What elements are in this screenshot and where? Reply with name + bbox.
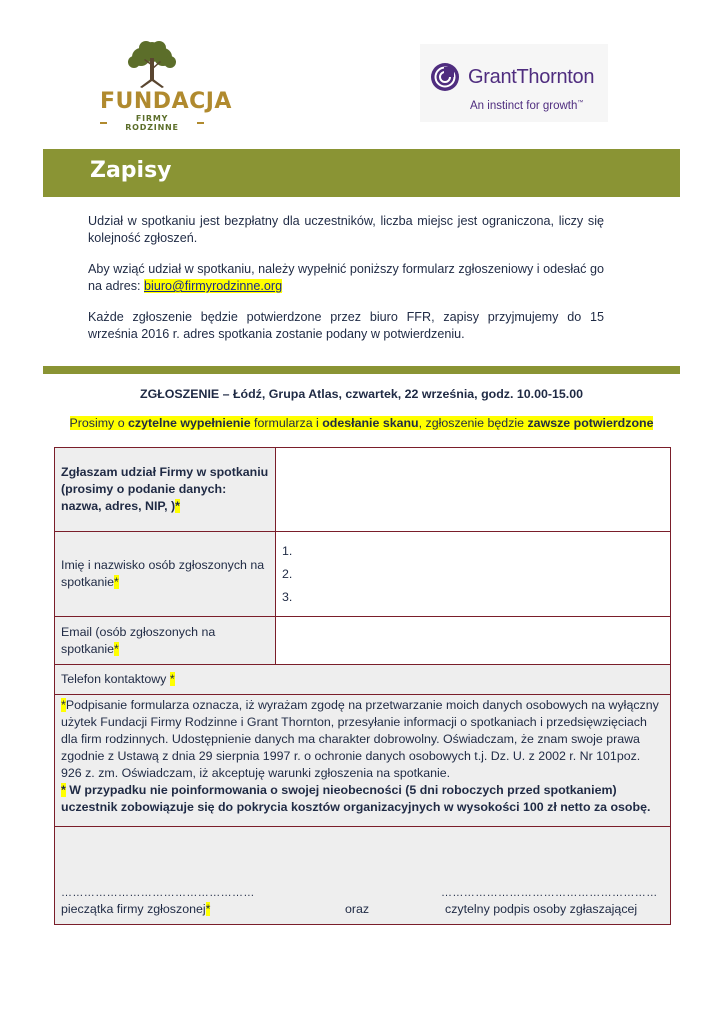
phone-required-mark: * <box>169 672 175 686</box>
company-label-cell <box>55 448 276 532</box>
fundacja-logo-name: FUNDACJA <box>100 89 232 114</box>
notice-part-e: , zgłoszenie będzie <box>418 416 528 430</box>
grant-thornton-tagline: An instinct for growth <box>470 100 578 112</box>
person-line-2[interactable]: 2. <box>282 566 293 581</box>
logo-dash-left <box>100 122 107 124</box>
company-label: Zgłaszam udział Firmy w spotkaniu (prosimy o podanie danych: nazwa, adres, NIP, ) <box>61 465 269 513</box>
signature-dotted-line: ………………………………………………… <box>441 887 658 899</box>
notice-part-a: Prosimy o <box>69 416 129 430</box>
cancellation-text: W przypadku nie poinformowania o swojej nieobecności (5 dni roboczych przed spotkaniem) uczestnik zobowiązuje się do pokrycia kosztów organizacyjnych w wysokości 100 zł netto za osobę. <box>61 783 651 814</box>
notice-part-b: czytelne wypełnienie <box>128 416 251 430</box>
person-line-3[interactable]: 3. <box>282 589 293 604</box>
intro-paragraph-1: Udział w spotkaniu jest bezpłatny dla uczestników, liczba miejsc jest ograniczona, liczy się kolejność zgłoszeń. <box>88 214 604 245</box>
section-header-bar <box>43 149 680 197</box>
email-link[interactable]: biuro@firmyrodzinne.org <box>144 279 283 293</box>
signature-cell[interactable] <box>55 827 671 925</box>
persons-required-mark: * <box>114 575 119 589</box>
form-row-email <box>55 617 671 665</box>
phone-label: Telefon kontaktowy <box>61 672 170 686</box>
grant-thornton-swirl-icon <box>430 62 460 92</box>
email-label-cell <box>55 617 276 665</box>
phone-label-cell[interactable] <box>55 665 671 695</box>
form-title: ZGŁOSZENIE – Łódź, Grupa Atlas, czwartek, 22 września, godz. 10.00-15.00 <box>140 387 583 401</box>
trademark-mark: ™ <box>577 100 584 107</box>
email-label: Email (osób zgłoszonych na spotkanie <box>61 624 216 656</box>
section-title: Zapisy <box>90 158 172 183</box>
stamp-dotted-line: …………………………………………… <box>61 887 255 899</box>
person-line-1[interactable]: 1. <box>282 543 293 558</box>
consent-mark-2: * <box>61 783 66 797</box>
persons-label: Imię i nazwisko osób zgłoszonych na spotkanie <box>61 558 265 589</box>
stamp-label: pieczątka firmy zgłoszonej <box>61 902 206 916</box>
form-row-company <box>55 448 671 532</box>
form-row-persons <box>55 532 671 617</box>
section-divider <box>43 366 680 374</box>
notice-part-f: zawsze potwierdzone <box>527 416 654 430</box>
persons-label-cell <box>55 532 276 617</box>
intro-text <box>88 213 604 357</box>
consent-text: Podpisanie formularza oznacza, iż wyrażam zgodę na przetwarzanie moich danych osobowych na wyłączny użytek Fundacji Firmy Rodzinne i Grant Thornton, przesyłanie informacji o spotkaniach i przedsięwzięciach dla firm rodzinnych. Udostępnienie danych ma charakter dobrowolny. Oświadczam, że znam swoje prawa zgodnie z Ustawą z dnia 29 sierpnia 1997 r. o ochronie danych osobowych t.j. Dz. U. z 2002 r. Nr 101poz. 926 z. zm. Oświadczam, iż akceptuję warunki zgłoszenia na spotkanie. <box>61 698 659 780</box>
grant-thornton-name: GrantThornton <box>468 65 595 88</box>
consent-cell <box>55 695 671 827</box>
signature-label: czytelny podpis osoby zgłaszającej <box>445 902 638 916</box>
notice-part-c: formularza i <box>250 416 323 430</box>
form-row-consent <box>55 695 671 827</box>
fundacja-logo-sub: FIRMY RODZINNE <box>125 114 179 132</box>
stamp-label-wrap <box>61 901 210 918</box>
grant-thornton-logo <box>420 44 608 122</box>
notice-part-d: odesłanie skanu <box>322 416 419 430</box>
form-row-signature <box>55 827 671 925</box>
stamp-required-mark: * <box>205 902 211 916</box>
form-notice <box>43 416 680 430</box>
form-row-phone <box>55 665 671 695</box>
persons-input-field[interactable] <box>276 532 671 617</box>
tree-icon <box>124 40 180 90</box>
email-input-field[interactable] <box>276 617 671 665</box>
consent-mark-1: * <box>61 698 66 712</box>
email-required-mark: * <box>114 641 119 656</box>
intro-paragraph-3: Każde zgłoszenie będzie potwierdzone przez biuro FFR, zapisy przyjmujemy do 15 września 2016 r. adres spotkania zostanie podany w potwierdzeniu. <box>88 310 604 341</box>
fundacja-logo <box>100 40 232 136</box>
registration-form-table <box>54 447 671 925</box>
intro-paragraph-2 <box>88 261 604 295</box>
and-label: oraz <box>345 902 370 916</box>
logo-dash-right <box>197 122 204 124</box>
company-required-mark: * <box>175 499 180 513</box>
company-input-field[interactable] <box>276 448 671 532</box>
intro-paragraph-2-text: Aby wziąć udział w spotkaniu, należy wypełnić poniższy formularz zgłoszeniowy i odesłać go na adres: <box>88 262 604 293</box>
